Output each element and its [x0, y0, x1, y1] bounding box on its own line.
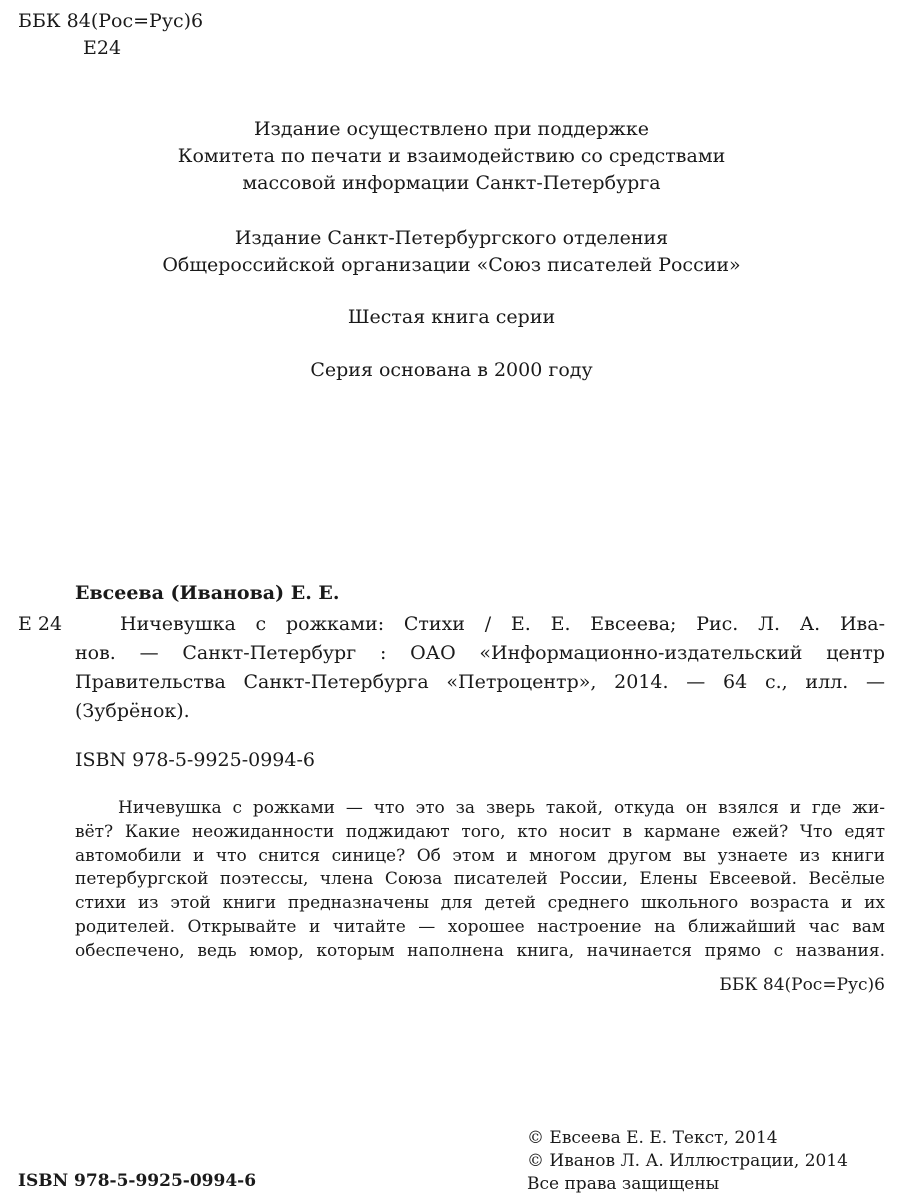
annotation-line: обеспечено, ведь юмор, которым наполнена книга, начинается прямо с названия. — [75, 940, 885, 961]
footer-isbn: ISBN 978-5-9925-0994-6 — [18, 1171, 257, 1191]
catalog-description-line: Правительства Санкт-Петербурга «Петроцентр», 2014. — 64 с., илл. — — [75, 671, 885, 693]
rights-reserved: Все права защищены — [527, 1174, 720, 1194]
catalog-description-line: (Зубрёнок). — [75, 700, 190, 722]
support-notice-line: Издание осуществлено при поддержке — [253, 118, 650, 140]
catalog-isbn: ISBN 978-5-9925-0994-6 — [75, 749, 315, 771]
catalog-author: Евсеева (Иванова) Е. Е. — [75, 582, 340, 604]
annotation-line: родителей. Открывайте и читайте — хорошее настроение на ближайший час вам — [75, 916, 885, 937]
publisher-notice-line: Общероссийской организации «Союз писателей России» — [162, 254, 741, 276]
annotation-line: стихи из этой книги предназначены для детей среднего школьного возраста и их — [75, 893, 885, 914]
annotation-line: петербургской поэтессы, члена Союза писателей России, Елены Евсеевой. Весёлые — [75, 869, 885, 890]
copyright-line: © Евсеева Е. Е. Текст, 2014 — [527, 1128, 778, 1148]
series-book-number: Шестая книга серии — [347, 306, 556, 328]
catalog-call-mark: Е 24 — [18, 613, 63, 635]
support-notice-line: массовой информации Санкт-Петербурга — [242, 172, 661, 194]
publisher-notice-line: Издание Санкт-Петербургского отделения — [234, 227, 669, 249]
copyright-block — [527, 1127, 848, 1196]
series-founded: Серия основана в 2000 году — [310, 359, 593, 381]
annotation-line: вёт? Какие неожиданности поджидают того, кто носит в кармане ежей? Что едят — [75, 821, 885, 842]
copyright-line: © Иванов Л. А. Иллюстрации, 2014 — [527, 1151, 848, 1171]
catalog-description-line: нов. — Санкт-Петербург : ОАО «Информационно-издательский центр — [75, 642, 885, 664]
annotation-line: Ничевушка с рожками — что это за зверь такой, откуда он взялся и где жи- — [118, 798, 885, 818]
support-notice-line: Комитета по печати и взаимодействию со средствами — [177, 145, 726, 167]
annotation-line: автомобили и что снится синице? Об этом и многом другом вы узнаете из книги — [75, 845, 885, 866]
author-mark-top: Е24 — [83, 37, 122, 59]
bbk-index-top: ББК 84(Рос=Рус)6 — [18, 10, 204, 32]
annotation — [75, 797, 885, 964]
catalog-description-line: Ничевушка с рожками: Стихи / Е. Е. Евсеева; Рис. Л. А. Ива- — [120, 613, 885, 635]
bbk-index-bottom: ББК 84(Рос=Рус)6 — [719, 975, 885, 995]
